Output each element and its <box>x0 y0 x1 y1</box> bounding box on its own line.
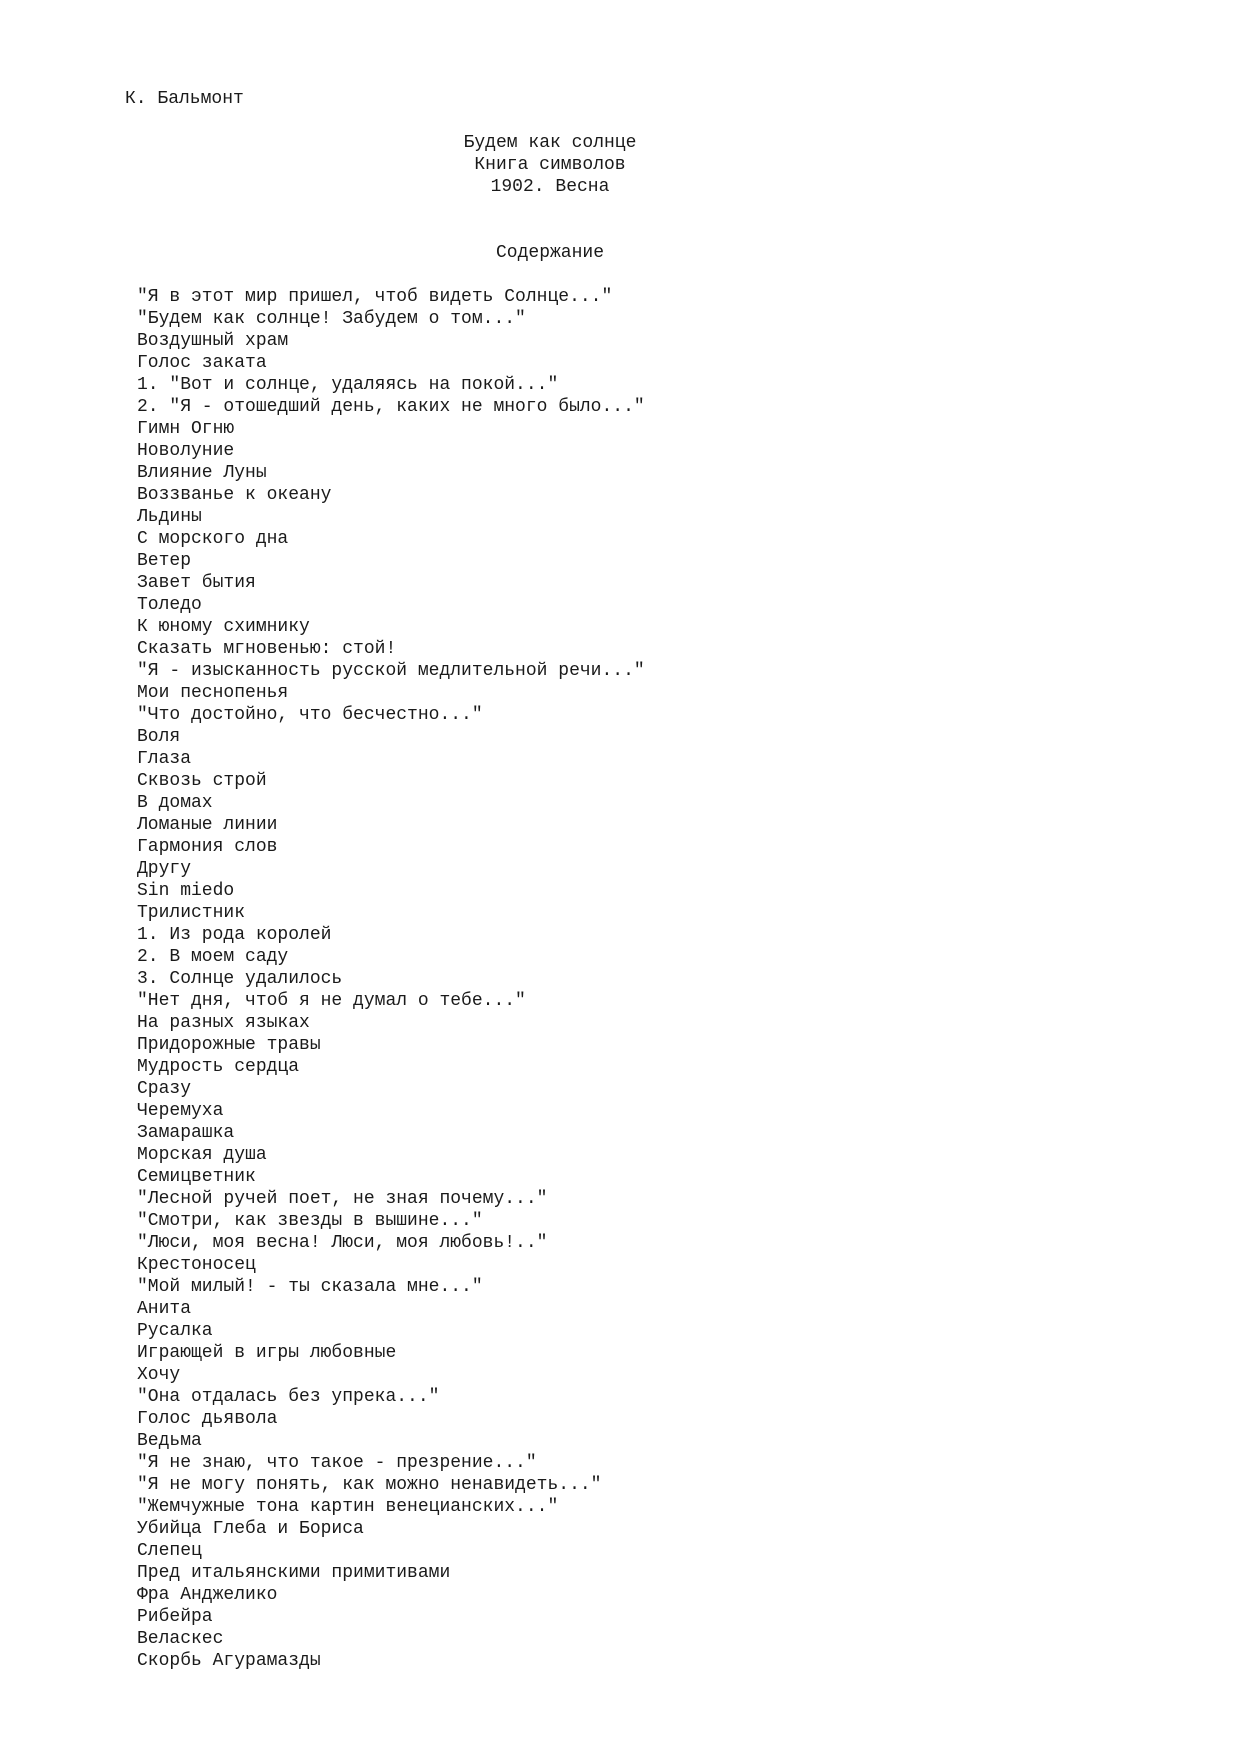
toc-item: Ведьма <box>137 1431 202 1451</box>
toc-item: Новолуние <box>137 441 235 461</box>
toc-item: Морская душа <box>137 1145 267 1165</box>
toc-item: Замарашка <box>137 1123 235 1143</box>
toc-item: "Я - изысканность русской медлительной речи..." <box>137 661 645 681</box>
toc-item: "Мой милый! - ты сказала мне..." <box>137 1277 483 1297</box>
toc-item: Анита <box>137 1299 192 1319</box>
toc-item: Слепец <box>137 1541 202 1561</box>
toc-item: Гармония слов <box>137 837 278 857</box>
toc-item: Скорбь Агурамазды <box>137 1651 321 1671</box>
toc-item: Другу <box>137 859 192 879</box>
toc-item: Трилистник <box>137 903 246 923</box>
book-title: Будем как солнце <box>463 133 637 153</box>
book-subtitle: Книга символов <box>474 155 626 175</box>
toc-item: Пред итальянскими примитивами <box>137 1563 451 1583</box>
toc-item: Воля <box>137 727 181 747</box>
toc-item: Сказать мгновенью: стой! <box>137 639 397 659</box>
toc-item: 3. Солнце удалилось <box>137 969 343 989</box>
toc-item: "Что достойно, что бесчестно..." <box>137 705 483 725</box>
toc-item: Сквозь строй <box>137 771 267 791</box>
toc-item: "Смотри, как звезды в вышине..." <box>137 1211 483 1231</box>
toc-item: "Я не знаю, что такое - презрение..." <box>137 1453 537 1473</box>
toc-item: К юному схимнику <box>137 617 310 637</box>
toc-item: Убийца Глеба и Бориса <box>137 1519 364 1539</box>
toc-item: Глаза <box>137 749 192 769</box>
toc-item: "Будем как солнце! Забудем о том..." <box>137 309 526 329</box>
table-of-contents <box>137 286 645 1672</box>
toc-item: Голос заката <box>137 353 267 373</box>
toc-item: "Люси, моя весна! Люси, моя любовь!.." <box>137 1233 548 1253</box>
toc-item: "Я не могу понять, как можно ненавидеть..." <box>137 1475 602 1495</box>
toc-item: 1. "Вот и солнце, удаляясь на покой..." <box>137 375 559 395</box>
author-name: К. Бальмонт <box>125 89 244 109</box>
toc-item: Крестоносец <box>137 1255 256 1275</box>
book-date: 1902. Весна <box>490 177 610 197</box>
toc-item: Фра Анджелико <box>137 1585 278 1605</box>
toc-item: Русалка <box>137 1321 213 1341</box>
toc-item: Придорожные травы <box>137 1035 321 1055</box>
toc-item: Сразу <box>137 1079 192 1099</box>
toc-item: "Я в этот мир пришел, чтоб видеть Солнце..." <box>137 287 613 307</box>
toc-item: "Лесной ручей поет, не зная почему..." <box>137 1189 548 1209</box>
toc-item: Воззванье к океану <box>137 485 332 505</box>
toc-item: "Она отдалась без упрека..." <box>137 1387 440 1407</box>
toc-item: "Жемчужные тона картин венецианских..." <box>137 1497 559 1517</box>
toc-item: С морского дна <box>137 529 289 549</box>
toc-item: В домах <box>137 793 213 813</box>
toc-item: На разных языках <box>137 1013 310 1033</box>
toc-item: Хочу <box>137 1365 181 1385</box>
toc-item: Влияние Луны <box>137 463 267 483</box>
toc-item: Ветер <box>137 551 192 571</box>
toc-item: 2. В моем саду <box>137 947 289 967</box>
toc-item: "Нет дня, чтоб я не думал о тебе..." <box>137 991 526 1011</box>
toc-item: Семицветник <box>137 1167 256 1187</box>
toc-item: 2. "Я - отошедший день, каких не много было..." <box>137 397 645 417</box>
toc-item: Рибейра <box>137 1607 213 1627</box>
toc-item: Голос дьявола <box>137 1409 278 1429</box>
toc-item: Sin miedo <box>137 881 235 901</box>
toc-item: Льдины <box>137 507 202 527</box>
toc-item: Играющей в игры любовные <box>137 1343 397 1363</box>
toc-item: Завет бытия <box>137 573 256 593</box>
toc-item: Мои песнопенья <box>137 683 289 703</box>
toc-item: Ломаные линии <box>137 815 278 835</box>
toc-item: Воздушный храм <box>137 331 289 351</box>
toc-item: Черемуха <box>137 1101 224 1121</box>
toc-item: Мудрость сердца <box>137 1057 300 1077</box>
title-block <box>0 132 1100 198</box>
toc-item: 1. Из рода королей <box>137 925 332 945</box>
toc-item: Гимн Огню <box>137 419 235 439</box>
toc-item: Толедо <box>137 595 202 615</box>
contents-heading: Содержание <box>495 243 605 263</box>
toc-item: Веласкес <box>137 1629 224 1649</box>
